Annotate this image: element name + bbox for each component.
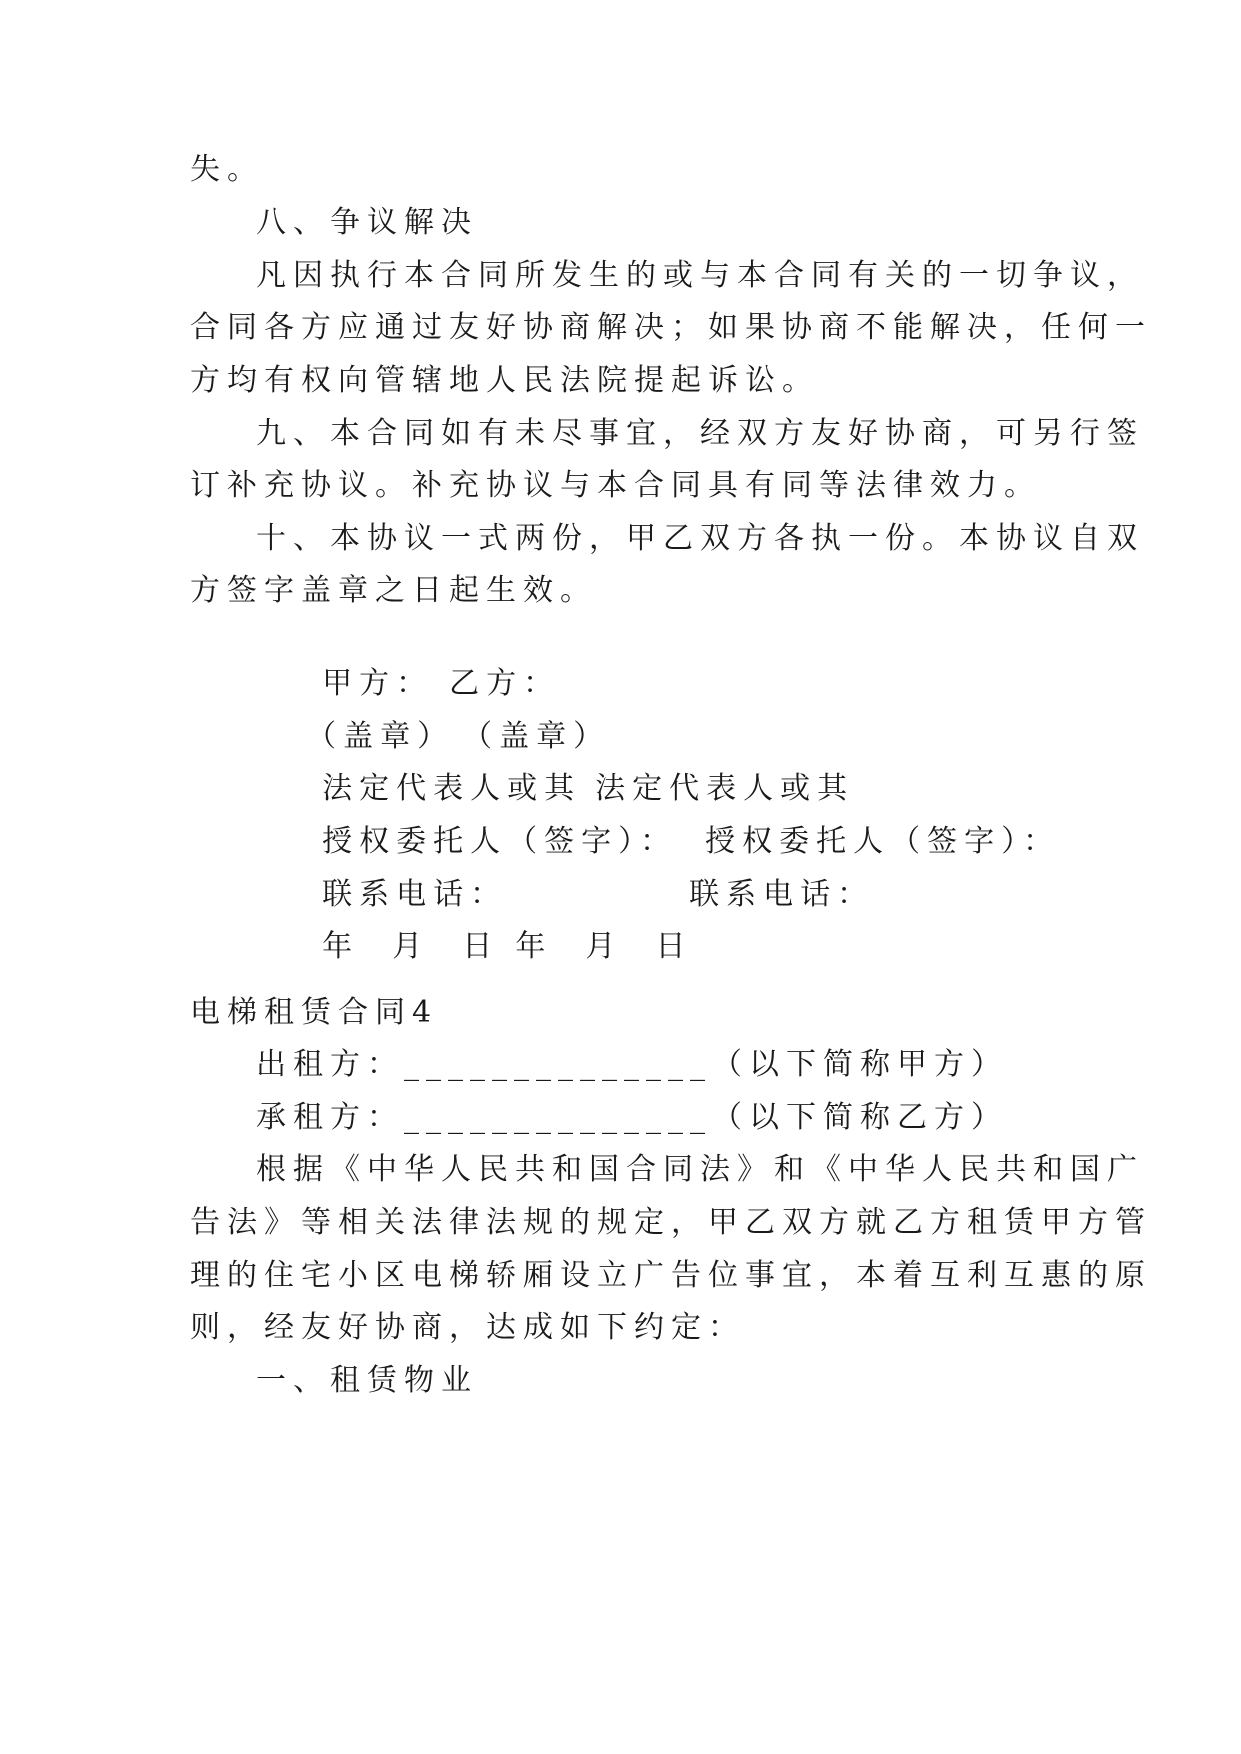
contract-title: 电梯租赁合同4 [190,995,439,1030]
paragraph-line: 合同各方应通过友好协商解决；如果协商不能解决，任何一 [190,310,1152,345]
paragraph-line: 方均有权向管辖地人民法院提起诉讼。 [190,363,819,398]
date-b: 年 月 日 [515,929,693,964]
section-heading: 八、争议解决 [256,205,478,240]
date-a: 年 月 日 [322,929,500,964]
rep-a: 法定代表人或其 [322,771,582,806]
phone-b: 联系电话： [689,877,875,912]
auth-a: 授权委托人（签字）： [322,824,678,859]
auth-b: 授权委托人（签字）： [705,824,1061,859]
signature-dates [256,887,692,1007]
paragraph-line: 九、本合同如有未尽事宜，经双方友好协商，可另行签 [256,416,1144,451]
paragraph-line: 理的住宅小区电梯轿厢设立广告位事宜，本着互利互惠的原 [190,1258,1152,1293]
lessee-line: 承租方：______________（以下简称乙方） [256,1100,1008,1135]
paragraph-line: 告法》等相关法律法规的规定，甲乙双方就乙方租赁甲方管 [190,1205,1152,1240]
seal-a: （盖章） [306,719,455,754]
seal-b: （盖章） [462,719,611,754]
paragraph-line: 十、本协议一式两份，甲乙双方各执一份。本协议自双 [256,521,1144,556]
section-heading: 一、租赁物业 [256,1363,478,1398]
paragraph-line: 失。 [190,152,264,187]
lessor-line: 出租方：______________（以下简称甲方） [256,1047,1008,1082]
phone-a: 联系电话： [322,877,508,912]
rep-b: 法定代表人或其 [595,771,855,806]
paragraph-line: 则，经友好协商，达成如下约定： [190,1310,745,1345]
paragraph-line: 订补充协议。补充协议与本合同具有同等法律效力。 [190,468,1041,503]
paragraph-line: 方签字盖章之日起生效。 [190,573,597,608]
paragraph-line: 根据《中华人民共和国合同法》和《中华人民共和国广 [256,1152,1144,1187]
party-a-label: 甲方： [322,666,434,701]
party-b-label: 乙方： [449,666,561,701]
paragraph-line: 凡因执行本合同所发生的或与本合同有关的一切争议， [256,258,1144,293]
